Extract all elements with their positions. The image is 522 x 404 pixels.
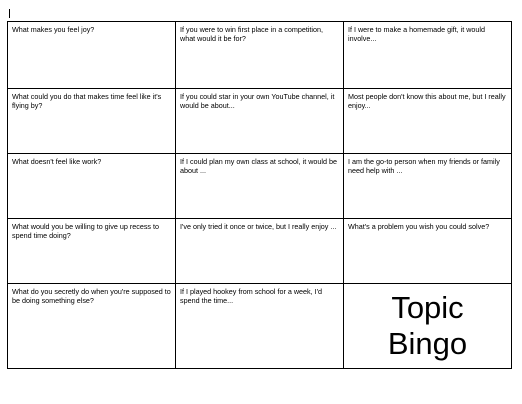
grid-cell — [344, 219, 512, 284]
prompt-text: What could you do that makes time feel like it's flying by? — [12, 92, 162, 111]
grid-cell — [344, 154, 512, 219]
prompt-text: What's a problem you wish you could solve? — [348, 222, 490, 231]
grid-cell — [176, 22, 344, 89]
prompt-text: Most people don't know this about me, but I really enjoy... — [348, 92, 506, 111]
grid-row — [8, 154, 512, 219]
grid-row — [8, 219, 512, 284]
prompt-text: I've only tried it once or twice, but I really enjoy ... — [180, 222, 337, 231]
prompt-text: What doesn't feel like work? — [12, 157, 102, 166]
prompt-text: What would you be willing to give up recess to spend time doing? — [12, 222, 160, 241]
grid-row — [8, 284, 512, 369]
prompt-text: If I could plan my own class at school, it would be about ... — [180, 157, 338, 176]
grid-cell — [344, 89, 512, 154]
text-cursor — [9, 9, 10, 18]
prompt-text: If I played hookey from school for a week, I'd spend the time... — [180, 287, 322, 306]
prompt-text: I am the go-to person when my friends or family need help with ... — [348, 157, 500, 176]
title-line-bingo: Bingo — [387, 326, 468, 361]
title-line-topic: Topic — [391, 290, 464, 325]
grid-cell — [176, 284, 344, 369]
title-cell — [344, 284, 512, 369]
grid-row — [8, 22, 512, 89]
grid-cell — [176, 219, 344, 284]
grid-cell — [176, 89, 344, 154]
grid-cell — [176, 154, 344, 219]
prompt-text: If you were to win first place in a competition, what would it be for? — [180, 25, 324, 44]
prompt-text: What makes you feel joy? — [12, 25, 95, 34]
grid-cell — [8, 89, 176, 154]
grid-cell — [8, 284, 176, 369]
prompt-text: If I were to make a homemade gift, it would involve... — [348, 25, 486, 44]
prompt-text: What do you secretly do when you're supposed to be doing something else? — [12, 287, 171, 306]
topic-bingo-grid — [7, 21, 512, 369]
grid-cell — [8, 219, 176, 284]
grid-cell — [8, 154, 176, 219]
prompt-text: If you could star in your own YouTube channel, it would be about... — [180, 92, 335, 111]
grid-row — [8, 89, 512, 154]
grid-cell — [8, 22, 176, 89]
grid-cell — [344, 22, 512, 89]
